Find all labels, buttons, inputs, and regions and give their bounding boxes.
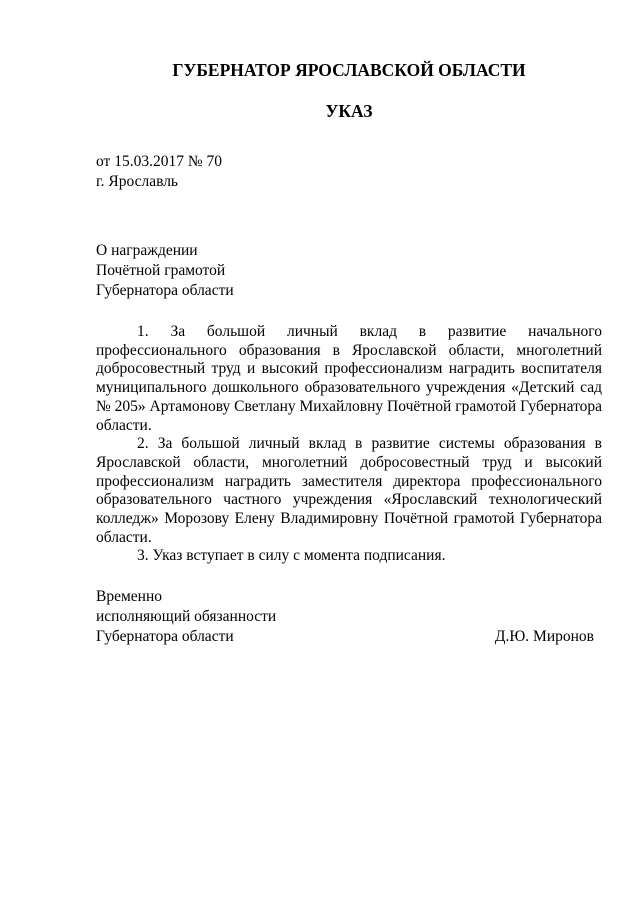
document-type: УКАЗ <box>325 101 373 121</box>
subject-line-1: О награждении <box>96 242 198 259</box>
paragraph-1: 1. За большой личный вклад в развитие начального профессионального образования в Ярославской области, многолетний добросовестный труд и высокий профессионализм наградить воспитателя муниципального дошкольного образовательного учреждения «Детский сад № 205» Артамонову Светлану Михайловну Почётной грамотой Губернатора области. <box>96 323 603 434</box>
document-subject <box>96 241 234 301</box>
signatory-row <box>96 627 602 647</box>
document-body <box>96 323 602 566</box>
signatory-title-line-2: исполняющий обязанности <box>96 608 277 625</box>
signatory-title-line-3: Губернатора области <box>96 628 234 645</box>
subject-line-3: Губернатора области <box>96 282 234 299</box>
place: г. Ярославль <box>96 173 178 190</box>
signatory-title-line-1: Временно <box>96 588 162 605</box>
signatory-name: Д.Ю. Миронов <box>494 628 594 645</box>
subject-line-2: Почётной грамотой <box>96 262 226 279</box>
issuing-authority: ГУБЕРНАТОР ЯРОСЛАВСКОЙ ОБЛАСТИ <box>172 60 526 80</box>
paragraph-3: 3. Указ вступает в силу с момента подписания. <box>137 547 446 565</box>
document-meta <box>96 152 222 192</box>
paragraph-2: 2. За большой личный вклад в развитие системы образования в Ярославской области, многолетний добросовестный труд и высокий профессионализм наградить заместителя директора профессионального образовательного частного учреждения «Ярославский технологический колледж» Морозову Елену Владимировну Почётной грамотой Губернатора области. <box>96 435 602 546</box>
date-number: от 15.03.2017 № 70 <box>96 153 222 170</box>
signature-block <box>96 587 602 647</box>
